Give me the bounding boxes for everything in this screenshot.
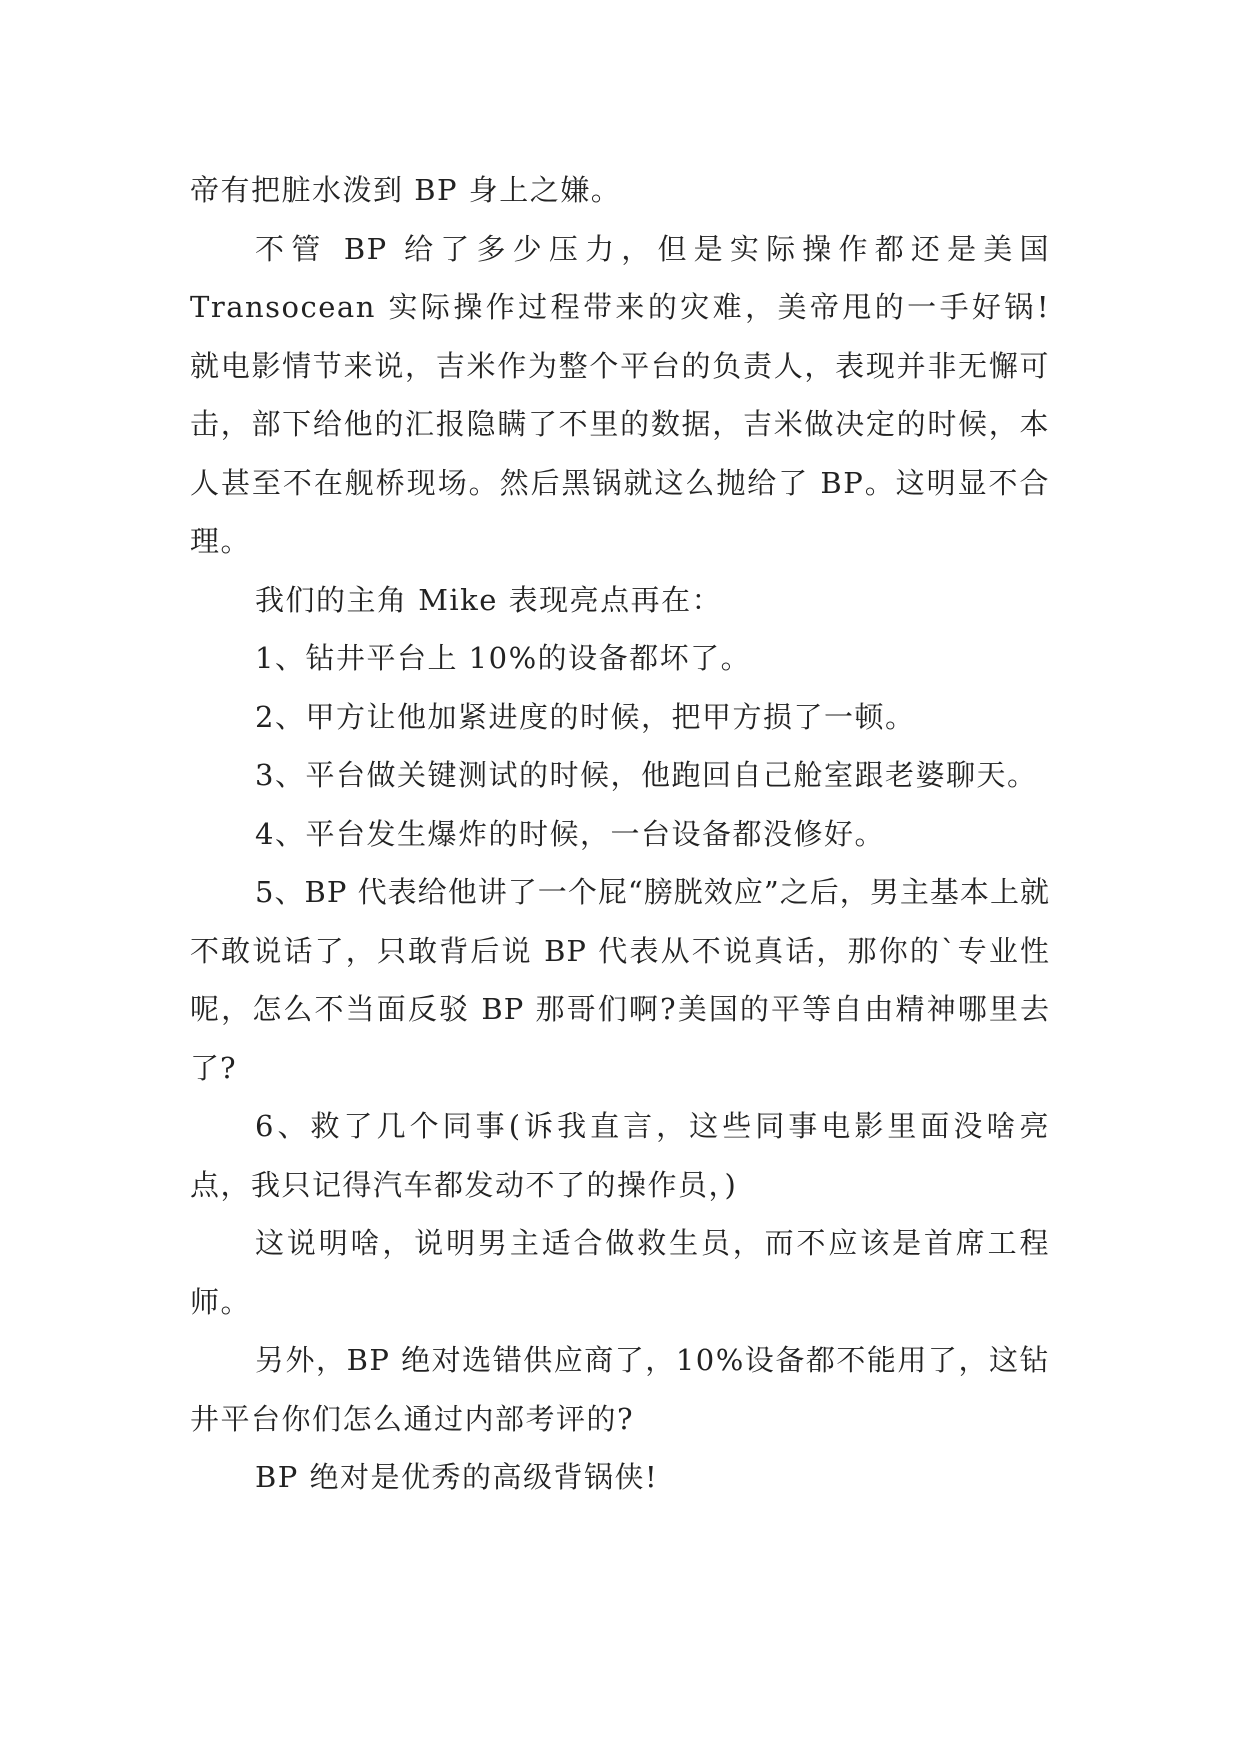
paragraph-closing: BP 绝对是优秀的高级背锅侠!: [255, 1460, 659, 1494]
paragraph-continuation: 帝有把脏水泼到 BP 身上之嫌。: [190, 173, 622, 207]
paragraph-mike-intro: 我们的主角 Mike 表现亮点再在：: [255, 582, 723, 617]
list-item-6: 6、救了几个同事(诉我直言，这些同事电影里面没啥亮点，我只记得汽车都发动不了的操作员，): [190, 1109, 1050, 1202]
list-item-5: 5、BP 代表给他讲了一个屁“膀胱效应”之后，男主基本上就不敢说话了，只敢背后说 BP 代表从不说真话，那你的`专业性呢，怎么不当面反驳 BP 那哥们啊?美国的平等自由精神哪里去了?: [190, 875, 1050, 1085]
list-item-2: 2、甲方让他加紧进度的时候，把甲方损了一顿。: [255, 699, 916, 734]
list-item-4: 4、平台发生爆炸的时候，一台设备都没修好。: [255, 816, 885, 851]
paragraph-transocean: 不管 BP 给了多少压力，但是实际操作都还是美国 Transocean 实际操作过程带来的灾难，美帝甩的一手好锅! 就电影情节来说，吉米作为整个平台的负责人，表现并非无懈可击，部下给他的汇报隐瞒了不里的数据，吉米做决定的时候，本人甚至不在舰桥现场。然后黑锅就这么抛给了 BP。这明显不合理。: [190, 231, 1050, 558]
list-item-3: 3、平台做关键测试的时候，他跑回自己舱室跟老婆聊天。: [255, 758, 1038, 792]
paragraph-supplier: 另外，BP 绝对选错供应商了，10%设备都不能用了，这钻井平台你们怎么通过内部考评的?: [190, 1343, 1050, 1436]
list-item-1: 1、钻井平台上 10%的设备都坏了。: [255, 641, 752, 675]
paragraph-conclusion: 这说明啥，说明男主适合做救生员，而不应该是首席工程师。: [190, 1226, 1050, 1319]
document-body: [190, 161, 1050, 1507]
